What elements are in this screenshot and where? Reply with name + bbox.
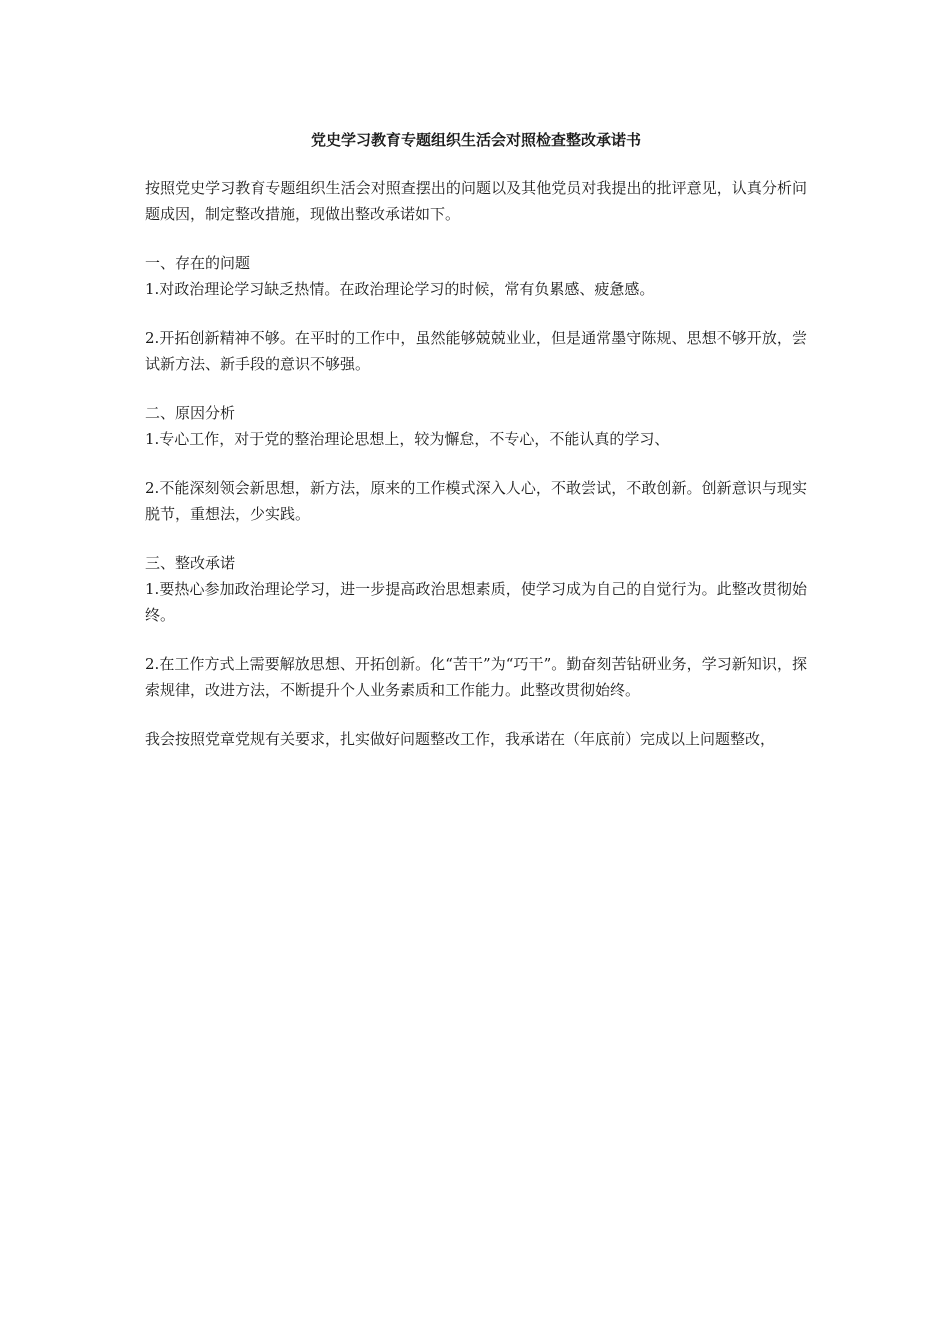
section-heading-commitments: 三、整改承诺 xyxy=(145,554,236,572)
commitment-item-2: 2.在工作方式上需要解放思想、开拓创新。化“苦干”为“巧干”。勤奋刻苦钻研业务，学习新知识，探索规律，改进方法，不断提升个人业务素质和工作能力。此整改贯彻始终。 xyxy=(145,655,807,699)
problem-item-2: 2.开拓创新精神不够。在平时的工作中，虽然能够兢兢业业，但是通常墨守陈规、思想不够开放，尝试新方法、新手段的意识不够强。 xyxy=(145,329,807,373)
cause-item-2: 2.不能深刻领会新思想，新方法，原来的工作模式深入人心，不敢尝试，不敢创新。创新意识与现实脱节，重想法，少实践。 xyxy=(145,479,807,523)
closing-paragraph: 我会按照党章党规有关要求，扎实做好问题整改工作，我承诺在（年底前）完成以上问题整改， xyxy=(145,730,776,748)
document-page xyxy=(145,128,807,752)
section-heading-causes: 二、原因分析 xyxy=(145,404,236,422)
cause-item-1: 1.专心工作，对于党的整治理论思想上，较为懈怠，不专心，不能认真的学习、 xyxy=(145,430,670,448)
intro-paragraph: 按照党史学习教育专题组织生活会对照查摆出的问题以及其他党员对我提出的批评意见，认真分析问题成因，制定整改措施，现做出整改承诺如下。 xyxy=(145,179,807,223)
commitment-item-1: 1.要热心参加政治理论学习，进一步提高政治思想素质，使学习成为自己的自觉行为。此整改贯彻始终。 xyxy=(145,580,807,624)
section-heading-problems: 一、存在的问题 xyxy=(145,254,251,272)
document-title: 党史学习教育专题组织生活会对照检查整改承诺书 xyxy=(310,131,641,149)
problem-item-1: 1.对政治理论学习缺乏热情。在政治理论学习的时候，常有负累感、疲惫感。 xyxy=(145,280,655,298)
